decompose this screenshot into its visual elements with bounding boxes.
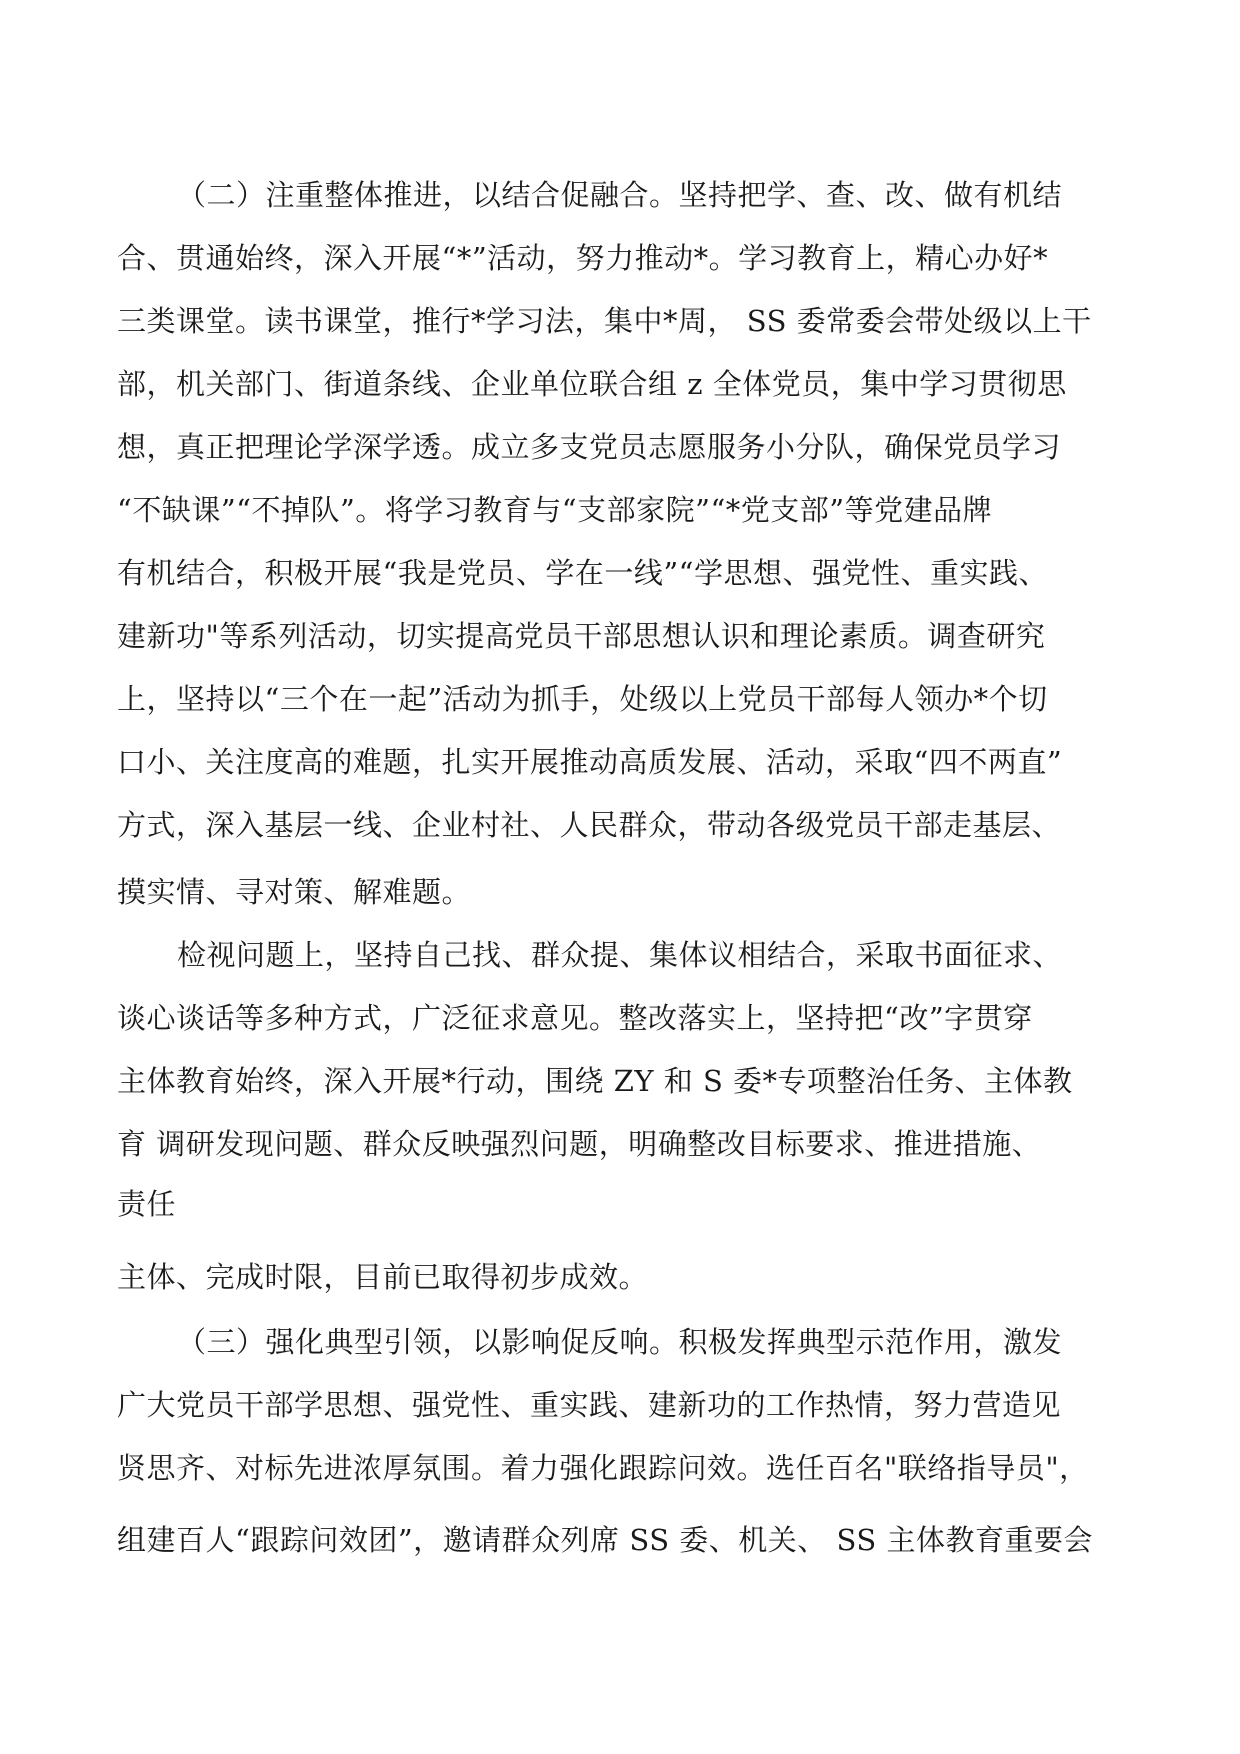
text-line: 主体、完成时限，目前已取得初步成效。 — [117, 1260, 649, 1294]
text-line: 想，真正把理论学深学透。成立多支党员志愿服务小分队，确保党员学习 — [117, 430, 1062, 464]
text-line: 建新功"等系列活动，切实提高党员干部思想认识和理论素质。调查研究 — [117, 619, 1046, 653]
text-line: 三类课堂。读书课堂，推行*学习法，集中*周， SS 委常委会带处级以上干 — [117, 304, 1092, 338]
text-line: 责任 — [117, 1187, 177, 1221]
text-line: 检视问题上，坚持自己找、群众提、集体议相结合，采取书面征求、 — [177, 938, 1063, 972]
text-line: 主体教育始终，深入开展*行动，围绕 ZY 和 S 委*专项整治任务、主体教 — [117, 1064, 1073, 1098]
text-line: 组建百人“跟踪问效团”，邀请群众列席 SS 委、机关、 SS 主体教育重要会 — [117, 1523, 1093, 1557]
text-line: 合、贯通始终，深入开展“*”活动，努力推动*。学习教育上，精心办好* — [117, 241, 1049, 275]
text-line: “不缺课”“不掉队”。将学习教育与“支部家院”“*党支部”等党建品牌 — [117, 493, 993, 527]
text-line: （三）强化典型引领，以影响促反响。积极发挥典型示范作用，激发 — [177, 1325, 1063, 1359]
text-line: 上，坚持以“三个在一起”活动为抓手，处级以上党员干部每人领办*个切 — [117, 682, 1048, 716]
text-line: 有机结合，积极开展“我是党员、学在一线”“学思想、强党性、重实践、 — [117, 556, 1048, 590]
text-line: 部，机关部门、街道条线、企业单位联合组 z 全体党员，集中学习贯彻思 — [117, 367, 1067, 401]
text-line: 贤思齐、对标先进浓厚氛围。着力强化跟踪问效。选任百名"联络指导员"， — [117, 1451, 1089, 1485]
text-line: 摸实情、寻对策、解难题。 — [117, 875, 472, 909]
text-line: 广大党员干部学思想、强党性、重实践、建新功的工作热情，努力营造见 — [117, 1388, 1062, 1422]
text-line: （二）注重整体推进，以结合促融合。坚持把学、查、改、做有机结 — [177, 178, 1063, 212]
text-line: 育 调研发现问题、群众反映强烈问题，明确整改目标要求、推进措施、 — [117, 1127, 1042, 1161]
text-line: 谈心谈话等多种方式，广泛征求意见。整改落实上，坚持把“改”字贯穿 — [117, 1001, 1033, 1035]
text-line: 方式，深入基层一线、企业村社、人民群众，带动各级党员干部走基层、 — [117, 808, 1062, 842]
text-line: 口小、关注度高的难题，扎实开展推动高质发展、活动，采取“四不两直” — [117, 745, 1063, 779]
